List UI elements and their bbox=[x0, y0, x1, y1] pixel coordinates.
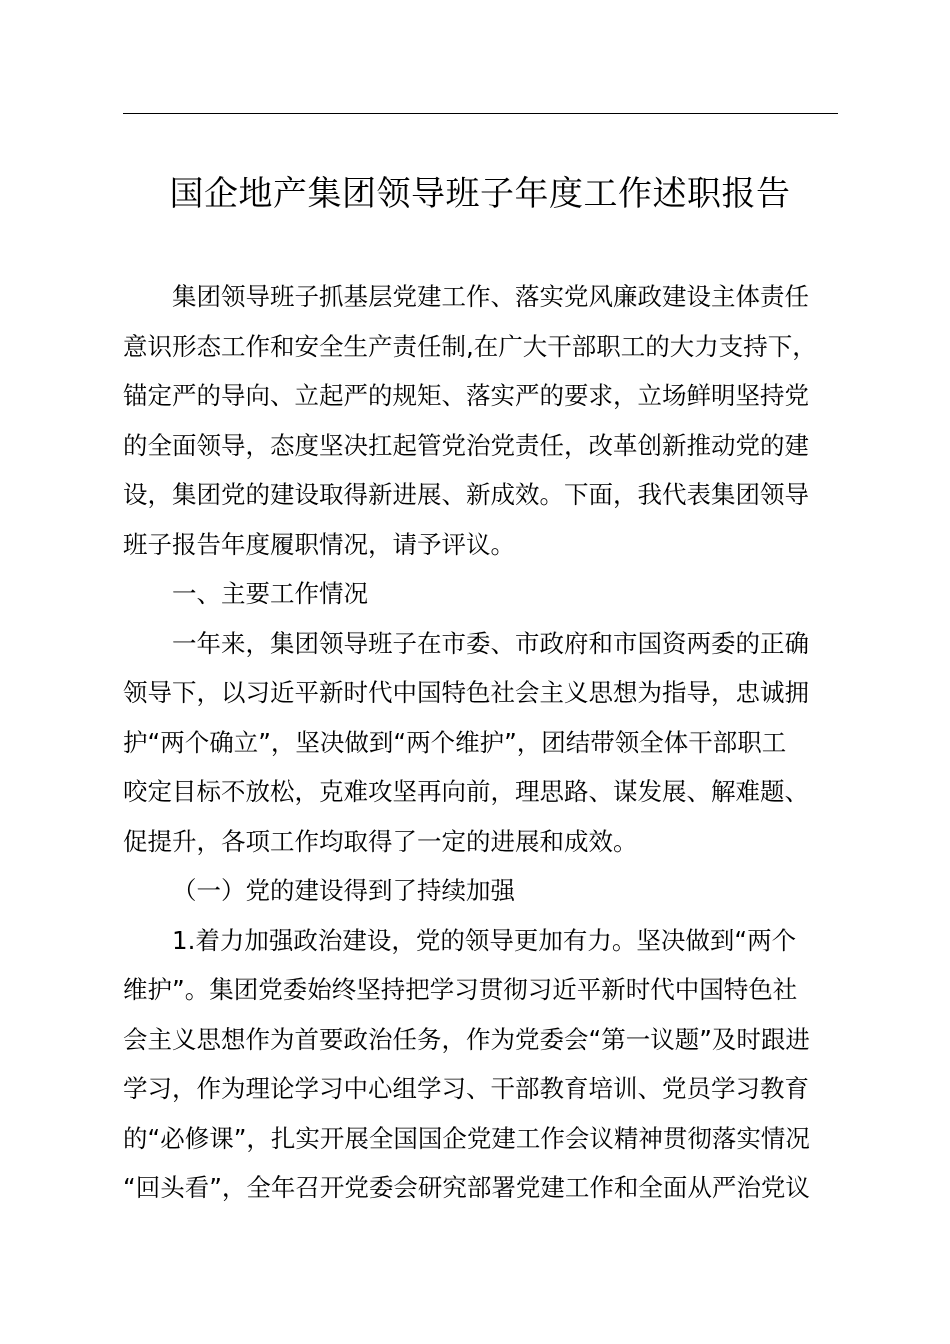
paragraph-line: 锚定严的导向、立起严的规矩、落实严的要求，立场鲜明坚持党 bbox=[123, 381, 809, 410]
paragraph-line: 意识形态工作和安全生产责任制,在广大干部职工的大力支持下， bbox=[123, 331, 817, 361]
document-title: 国企地产集团领导班子年度工作述职报告 bbox=[169, 174, 791, 214]
subsection-heading: （一）党的建设得到了持续加强 bbox=[172, 876, 515, 905]
document-body bbox=[123, 272, 843, 1213]
paragraph-line: 的“必修课”，扎实开展全国国企党建工作会议精神贯彻落实情况 bbox=[123, 1123, 810, 1153]
paragraph-line: 的全面领导，态度坚决扛起管党治党责任，改革创新推动党的建 bbox=[123, 430, 809, 460]
section-heading: 一、主要工作情况 bbox=[172, 579, 368, 608]
paragraph-line: 会主义思想作为首要政治任务，作为党委会“第一议题”及时跟进 bbox=[123, 1024, 810, 1054]
paragraph-line: 维护”。集团党委始终坚持把学习贯彻习近平新时代中国特色社 bbox=[123, 975, 798, 1004]
paragraph-line: 咬定目标不放松，克难攻坚再向前，理思路、谋发展、解难题、 bbox=[123, 777, 809, 806]
paragraph-line: 集团领导班子抓基层党建工作、落实党风廉政建设主体责任 bbox=[172, 282, 809, 311]
paragraph-line: 领导下，以习近平新时代中国特色社会主义思想为指导，忠诚拥 bbox=[123, 678, 809, 707]
paragraph-line: 1.着力加强政治建设，党的领导更加有力。坚决做到“两个 bbox=[172, 925, 797, 955]
paragraph-line: 学习，作为理论学习中心组学习、干部教育培训、党员学习教育 bbox=[123, 1074, 809, 1103]
paragraph-line: 设，集团党的建设取得新进展、新成效。下面，我代表集团领导 bbox=[123, 480, 809, 509]
paragraph-line: 促提升，各项工作均取得了一定的进展和成效。 bbox=[123, 826, 638, 856]
paragraph-line: 班子报告年度履职情况，请予评议。 bbox=[123, 529, 515, 559]
header-rule bbox=[123, 113, 838, 114]
paragraph-line: 一年来，集团领导班子在市委、市政府和市国资两委的正确 bbox=[172, 628, 809, 658]
paragraph-line: “回头看”，全年召开党委会研究部署党建工作和全面从严治党议 bbox=[123, 1173, 810, 1202]
paragraph-line: 护“两个确立”，坚决做到“两个维护”，团结带领全体干部职工 bbox=[123, 727, 787, 757]
